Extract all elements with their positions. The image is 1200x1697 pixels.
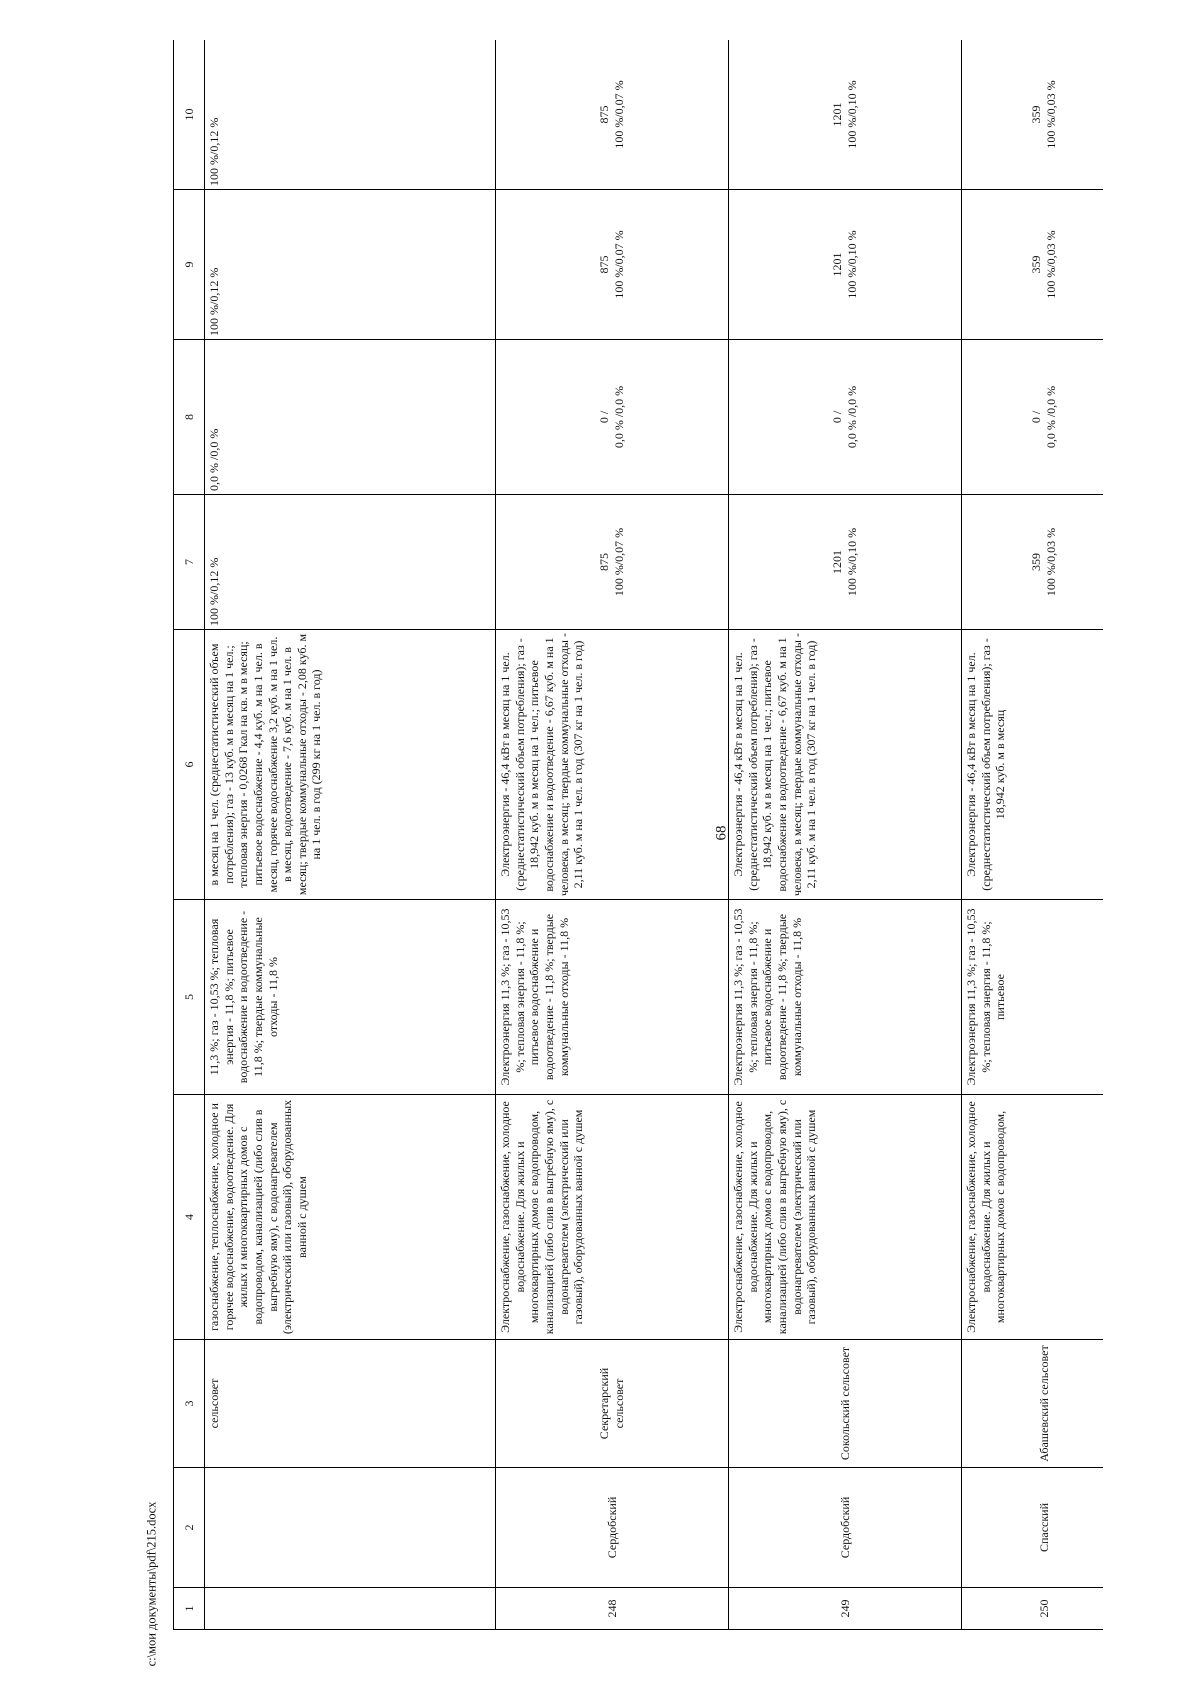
share-cell-8 <box>962 340 1104 495</box>
share-percent: 0,0 % /0,0 % <box>612 385 626 449</box>
page-number: 68 <box>713 825 730 841</box>
column-number: 3 <box>174 1340 205 1468</box>
share-cell-10: 100 %/0,12 % <box>205 40 496 190</box>
consumption-cell: Электроэнергия - 46,4 кВт в месяц на 1 чел. (среднестатистический объем потребления); газ - 18,942 куб. м в месяц <box>962 630 1104 900</box>
services-cell: Электроснабжение, газоснабжение, холодное водоснабжение. Для жилых и многоквартирных домов с водопроводом, канализацией (либо слив в выгребную яму), с водонагревателем (электрический или газовый), оборудованных ванной с душем <box>496 1095 729 1340</box>
share-count: 1201 <box>830 252 845 277</box>
share-count: 875 <box>597 105 612 124</box>
row-number-cell: 248 <box>496 1588 729 1630</box>
share-percent: 100 %/0,03 % <box>1044 527 1058 597</box>
share-cell-10 <box>962 40 1104 190</box>
column-number: 4 <box>174 1095 205 1340</box>
consumption-cell: Электроэнергия - 46,4 кВт в месяц на 1 чел. (среднестатистический объем потребления); газ - 18,942 куб. м в месяц на 1 чел.; питьевое водоснабжение и водоотведение - 6,67 куб. м на 1 человека, в месяц; твердые коммунальные отходы - 2,11 куб. м на 1 чел. в год (307 кг на 1 чел. в год) <box>729 630 962 900</box>
share-cell-8: 0,0 % /0,0 % <box>205 340 496 495</box>
row-number-cell <box>205 1588 496 1630</box>
district-cell: Сердобский <box>496 1468 729 1588</box>
table-rotator <box>173 40 1103 1630</box>
table-row <box>496 40 729 1630</box>
settlement-cell: Сокольский сельсовет <box>729 1340 962 1468</box>
share-count: 0 / <box>1029 410 1044 424</box>
share-cell-9 <box>729 190 962 340</box>
data-table <box>173 40 1103 1630</box>
share-cell-9 <box>496 190 729 340</box>
share-cell-9: 100 %/0,12 % <box>205 190 496 340</box>
share-count: 0 / <box>830 410 845 424</box>
share-percent: 100 %/0,10 % <box>845 527 859 597</box>
share-percent: 0,0 % /0,0 % <box>1044 385 1058 449</box>
column-number: 10 <box>174 40 205 190</box>
column-number: 6 <box>174 630 205 900</box>
consumption-cell: в месяц на 1 чел. (среднестатистический объем потребления); газ - 13 куб. м в месяц на 1 чел.; тепловая энергия - 0,0268 Гкал на кв. м в месяц; питьевое водоснабжение - 4,4 куб. м на 1 чел. в месяц, горячее водоснабжение 3,2 куб. м на 1 чел. в месяц, водоотведение - 7,6 куб. м на 1 чел. в месяц; твердые коммунальные отходы - 2,08 куб. м на 1 чел. в год (299 кг на 1 чел. в год) <box>205 630 496 900</box>
share-cell-7: 100 %/0,12 % <box>205 495 496 630</box>
share-cell-7 <box>729 495 962 630</box>
share-count: 1201 <box>830 550 845 574</box>
share-cell-10 <box>496 40 729 190</box>
column-number: 5 <box>174 900 205 1095</box>
share-percent: 100 %/0,10 % <box>845 80 859 149</box>
share-percent: 100 %/0,03 % <box>1044 230 1058 299</box>
share-cell-7 <box>962 495 1104 630</box>
table-row <box>962 40 1104 1630</box>
index-cell: Электроэнергия 11,3 %; газ - 10,53 %; тепловая энергия - 11,8 %; питьевое водоснабжение и водоотведение - 11,8 %; твердые коммунальные отходы - 11,8 % <box>729 900 962 1095</box>
column-number: 1 <box>174 1588 205 1630</box>
settlement-cell: Абашевский сельсовет <box>962 1340 1104 1468</box>
services-cell: Электроснабжение, газоснабжение, холодное водоснабжение. Для жилых и многоквартирных домов с водопроводом, <box>962 1095 1104 1340</box>
table-container <box>173 40 1103 1630</box>
column-number: 7 <box>174 495 205 630</box>
share-count: 875 <box>597 553 612 571</box>
share-percent: 100 %/0,07 % <box>612 527 626 597</box>
share-cell-8 <box>729 340 962 495</box>
index-cell: 11,3 %; газ - 10,53 %; тепловая энергия - 11,8 %; питьевое водоснабжение и водоотведение - 11,8 %; твердые коммунальные отходы - 11,8 % <box>205 900 496 1095</box>
share-percent: 0,0 % /0,0 % <box>845 385 859 449</box>
column-number: 9 <box>174 190 205 340</box>
district-cell <box>205 1468 496 1588</box>
district-cell: Спасский <box>962 1468 1104 1588</box>
row-number-cell: 249 <box>729 1588 962 1630</box>
column-number-row <box>174 40 205 1630</box>
share-cell-9 <box>962 190 1104 340</box>
consumption-cell: Электроэнергия - 46,4 кВт в месяц на 1 чел. (среднестатистический объем потребления); газ - 18,942 куб. м в месяц на 1 чел.; питьевое водоснабжение и водоотведение - 6,67 куб. м на 1 человека, в месяц; твердые коммунальные отходы - 2,11 куб. м на 1 чел. в год (307 кг на 1 чел. в год) <box>496 630 729 900</box>
share-count: 359 <box>1029 105 1044 124</box>
share-cell-8 <box>496 340 729 495</box>
share-percent: 100 %/0,07 % <box>612 80 626 149</box>
share-count: 1201 <box>830 102 845 127</box>
table-row <box>205 40 496 1630</box>
share-count: 0 / <box>597 410 612 424</box>
column-number: 2 <box>174 1468 205 1588</box>
settlement-cell: сельсовет <box>205 1340 496 1468</box>
settlement-cell: Секретарский сельсовет <box>496 1340 729 1468</box>
share-count: 359 <box>1029 553 1044 571</box>
services-cell: газоснабжение, теплоснабжение, холодное и горячее водоснабжение, водоотведение. Для жилых и многоквартирных домов с водопроводом, канализацией (либо слив в выгребную яму), с водонагревателем (электрический или газовый), оборудованных ванной с душем <box>205 1095 496 1340</box>
services-cell: Электроснабжение, газоснабжение, холодное водоснабжение. Для жилых и многоквартирных домов с водопроводом, канализацией (либо слив в выгребную яму), с водонагревателем (электрический или газовый), оборудованных ванной с душем <box>729 1095 962 1340</box>
share-count: 875 <box>597 255 612 274</box>
share-percent: 100 %/0,10 % <box>845 230 859 299</box>
share-cell-10 <box>729 40 962 190</box>
share-count: 359 <box>1029 255 1044 274</box>
district-cell: Сердобский <box>729 1468 962 1588</box>
index-cell: Электроэнергия 11,3 %; газ - 10,53 %; тепловая энергия - 11,8 %; питьевое <box>962 900 1104 1095</box>
document-path: c:\мои документы\pdf\215.docx <box>144 1501 159 1667</box>
column-number: 8 <box>174 340 205 495</box>
index-cell: Электроэнергия 11,3 %; газ - 10,53 %; тепловая энергия - 11,8 %; питьевое водоснабжение и водоотведение - 11,8 %; твердые коммунальные отходы - 11,8 % <box>496 900 729 1095</box>
share-percent: 100 %/0,03 % <box>1044 80 1058 149</box>
share-cell-7 <box>496 495 729 630</box>
table-row <box>729 40 962 1630</box>
row-number-cell: 250 <box>962 1588 1104 1630</box>
share-percent: 100 %/0,07 % <box>612 230 626 299</box>
